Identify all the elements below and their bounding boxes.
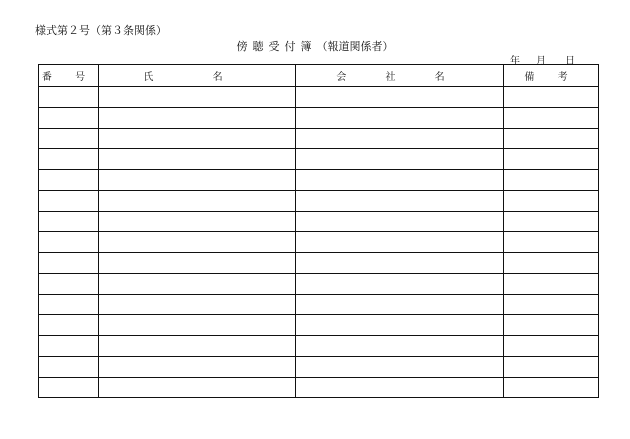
table-row xyxy=(39,170,599,191)
remarks-cell[interactable] xyxy=(504,232,599,253)
form-number-label: 様式第２号（第３条関係） xyxy=(35,24,167,37)
remarks-cell[interactable] xyxy=(504,356,599,377)
table-row xyxy=(39,315,599,336)
name-cell[interactable] xyxy=(99,190,296,211)
remarks-cell[interactable] xyxy=(504,253,599,274)
remarks-cell[interactable] xyxy=(504,107,599,128)
remarks-cell[interactable] xyxy=(504,190,599,211)
company-cell[interactable] xyxy=(296,211,504,232)
number-cell[interactable] xyxy=(39,211,99,232)
name-cell[interactable] xyxy=(99,170,296,191)
company-cell[interactable] xyxy=(296,336,504,357)
remarks-cell[interactable] xyxy=(504,211,599,232)
table-row xyxy=(39,211,599,232)
company-cell[interactable] xyxy=(296,315,504,336)
date-day-label: 日 xyxy=(565,56,575,67)
table-row xyxy=(39,107,599,128)
remarks-cell[interactable] xyxy=(504,377,599,398)
number-cell[interactable] xyxy=(39,377,99,398)
date-year-label: 年 xyxy=(510,56,520,67)
table-row xyxy=(39,294,599,315)
name-cell[interactable] xyxy=(99,294,296,315)
number-cell[interactable] xyxy=(39,356,99,377)
number-cell[interactable] xyxy=(39,315,99,336)
company-cell[interactable] xyxy=(296,253,504,274)
number-cell[interactable] xyxy=(39,107,99,128)
name-cell[interactable] xyxy=(99,315,296,336)
company-cell[interactable] xyxy=(296,377,504,398)
table-row xyxy=(39,253,599,274)
remarks-cell[interactable] xyxy=(504,315,599,336)
name-cell[interactable] xyxy=(99,356,296,377)
name-cell[interactable] xyxy=(99,107,296,128)
company-cell[interactable] xyxy=(296,87,504,108)
table-header-row xyxy=(39,65,599,87)
number-cell[interactable] xyxy=(39,149,99,170)
number-cell[interactable] xyxy=(39,253,99,274)
number-cell[interactable] xyxy=(39,190,99,211)
name-cell[interactable] xyxy=(99,336,296,357)
number-cell[interactable] xyxy=(39,87,99,108)
remarks-cell[interactable] xyxy=(504,336,599,357)
number-cell[interactable] xyxy=(39,294,99,315)
header-remarks: 備 考 xyxy=(504,65,599,87)
number-cell[interactable] xyxy=(39,273,99,294)
number-cell[interactable] xyxy=(39,128,99,149)
title-main: 傍聴受付簿 xyxy=(236,40,317,53)
name-cell[interactable] xyxy=(99,149,296,170)
table-row xyxy=(39,128,599,149)
company-cell[interactable] xyxy=(296,170,504,191)
table-row xyxy=(39,190,599,211)
table-row xyxy=(39,87,599,108)
table-row xyxy=(39,273,599,294)
table-row xyxy=(39,232,599,253)
table-row xyxy=(39,356,599,377)
title-sub: （報道関係者） xyxy=(316,40,394,53)
reception-register-table xyxy=(38,64,599,398)
table-row xyxy=(39,149,599,170)
remarks-cell[interactable] xyxy=(504,294,599,315)
remarks-cell[interactable] xyxy=(504,170,599,191)
remarks-cell[interactable] xyxy=(504,273,599,294)
company-cell[interactable] xyxy=(296,190,504,211)
remarks-cell[interactable] xyxy=(504,87,599,108)
company-cell[interactable] xyxy=(296,294,504,315)
header-name: 氏 名 xyxy=(99,65,296,87)
number-cell[interactable] xyxy=(39,336,99,357)
company-cell[interactable] xyxy=(296,107,504,128)
name-cell[interactable] xyxy=(99,87,296,108)
header-number: 番 号 xyxy=(39,65,99,87)
company-cell[interactable] xyxy=(296,232,504,253)
name-cell[interactable] xyxy=(99,128,296,149)
date-month-label: 月 xyxy=(536,56,546,67)
company-cell[interactable] xyxy=(296,356,504,377)
remarks-cell[interactable] xyxy=(504,149,599,170)
number-cell[interactable] xyxy=(39,232,99,253)
number-cell[interactable] xyxy=(39,170,99,191)
company-cell[interactable] xyxy=(296,149,504,170)
name-cell[interactable] xyxy=(99,211,296,232)
remarks-cell[interactable] xyxy=(504,128,599,149)
company-cell[interactable] xyxy=(296,128,504,149)
name-cell[interactable] xyxy=(99,253,296,274)
company-cell[interactable] xyxy=(296,273,504,294)
header-company: 会 社 名 xyxy=(296,65,504,87)
name-cell[interactable] xyxy=(99,377,296,398)
name-cell[interactable] xyxy=(99,232,296,253)
table-row xyxy=(39,336,599,357)
name-cell[interactable] xyxy=(99,273,296,294)
table-row xyxy=(39,377,599,398)
